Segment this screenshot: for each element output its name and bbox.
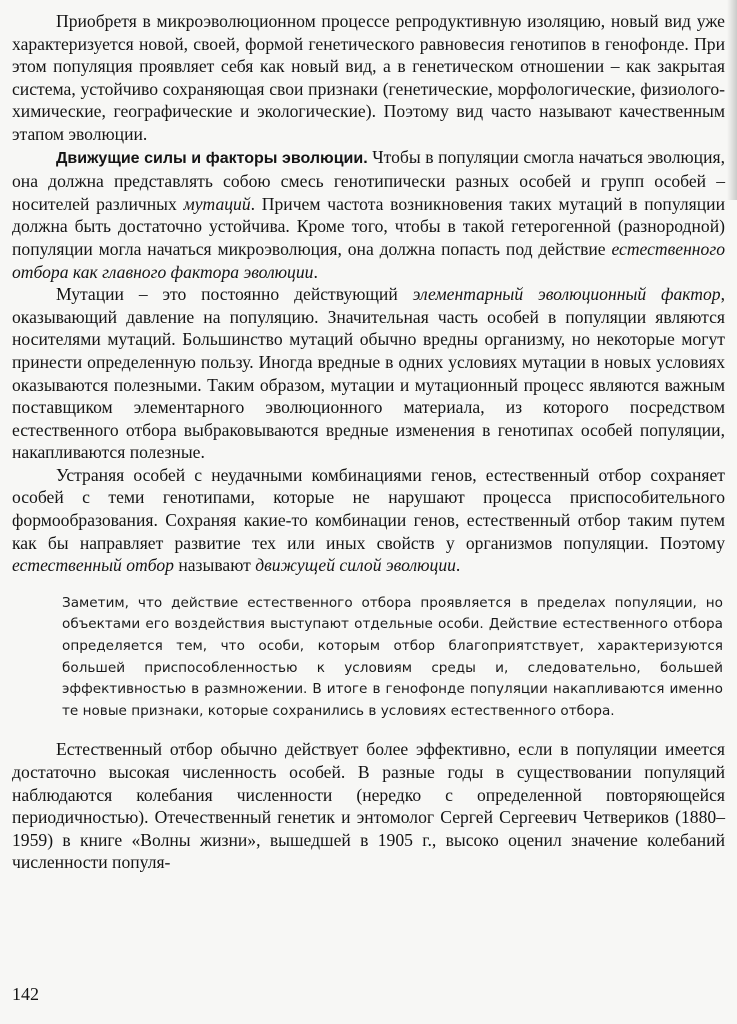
paragraph-2-text-2: . Причем частота возникновения таких мутаций в популяции должна быть достаточно устойчива. Кроме того, чтобы в такой гетерогенной (разнородной) популяции могла начаться микроэволюция, она должна попасть под действие bbox=[12, 193, 725, 259]
paragraph-3-text-2: , оказывающий давление на популяцию. Значительная часть особей в популяции являются носителями мутаций. Большинство мутаций обычно вредны организму, но некоторые могут принести определенную пользу. Иногда вредные в одних условиях мутации в новых условиях оказываются полезными. Таким образом, мутации и мутационный процесс являются важным поставщиком элементарного эволюционного материала, из которого посредством естественного отбора выбраковываются вредные изменения в генотипах особей популяции, накапливаются полезные. bbox=[12, 284, 725, 463]
paragraph-4-italic-2: движущей силой эволюции bbox=[255, 555, 456, 576]
paragraph-3-italic-1: элементарный эволюционный фактор bbox=[412, 284, 721, 305]
paragraph-2-italic-1: мутаций bbox=[183, 193, 251, 214]
section-heading: Движущие силы и факторы эволюции. bbox=[56, 149, 368, 167]
paragraph-1: Приобретя в микроэволюционном процессе репродуктивную изоляцию, новый вид уже характеризуется новой, своей, формой генетического равновесия генотипов в генофонде. При этом популяция проявляет себя как новый вид, а в генетическом отношении – как закрытая система, устойчиво сохраняющая свои признаки (генетические, морфологические, физиолого-химические, географические и экологические). Поэтому вид часто называют качественным этапом эволюции. bbox=[12, 11, 725, 144]
paragraph-5: Естественный отбор обычно действует более эффективно, если в популяции имеется достаточно высокая численность особей. В разные годы в существовании популяций наблюдаются колебания численности (нередко с определенной повторяющейся периодичностью). Отечественный генетик и энтомолог Сергей Сергеевич Четвериков (1880–1959) в книге «Волны жизни», вышедшей в 1905 г., высоко оценил значение колебаний численности популя- bbox=[12, 739, 725, 873]
paragraph-2 bbox=[12, 146, 725, 284]
paragraph-4-text-2: называют bbox=[173, 555, 256, 576]
page-edge-shadow bbox=[727, 0, 737, 200]
page-number: 142 bbox=[12, 984, 39, 1004]
paragraph-4 bbox=[12, 464, 725, 577]
note-block: Заметим, что действие естественного отбора проявляется в пределах популяции, но объектами его воздействия выступают отдельные особи. Действие естественного отбора определяется тем, что особи, которым отбор благоприятствует, характеризуются большей приспособленностью к условиям среды и, следовательно, большей эффективностью в размножении. В итоге в генофонде популяции накапливаются именно те новые признаки, которые сохранились в условиях естественного отбора. bbox=[62, 594, 723, 719]
main-text bbox=[12, 10, 725, 577]
paragraph-4-text-1: Устраняя особей с неудачными комбинациями генов, естественный отбор сохраняет особей с теми генотипами, которые не нарушают процесса приспособительного формообразования. Сохраняя какие-то комбинации генов, естественный отбор таким путем как бы направляет развитие тех или иных свойств у организмов популяции. Поэтому bbox=[12, 464, 725, 553]
main-text-continued bbox=[12, 738, 725, 874]
paragraph-4-text-3: . bbox=[455, 555, 461, 576]
paragraph-3-text-1: Мутации – это постоянно действующий bbox=[56, 284, 413, 305]
paragraph-3 bbox=[12, 283, 725, 464]
paragraph-2-italic-2: естественного отбора как главного фактора эволюции bbox=[12, 238, 725, 282]
paragraph-2-text-1: Чтобы в популяции смогла начаться эволюция, она должна представлять собою смесь генотипически разных особей и групп особей – носителей различных bbox=[12, 146, 725, 214]
paragraph-2-text-3: . bbox=[313, 261, 318, 282]
paragraph-4-italic-1: естественный отбор bbox=[12, 555, 174, 576]
